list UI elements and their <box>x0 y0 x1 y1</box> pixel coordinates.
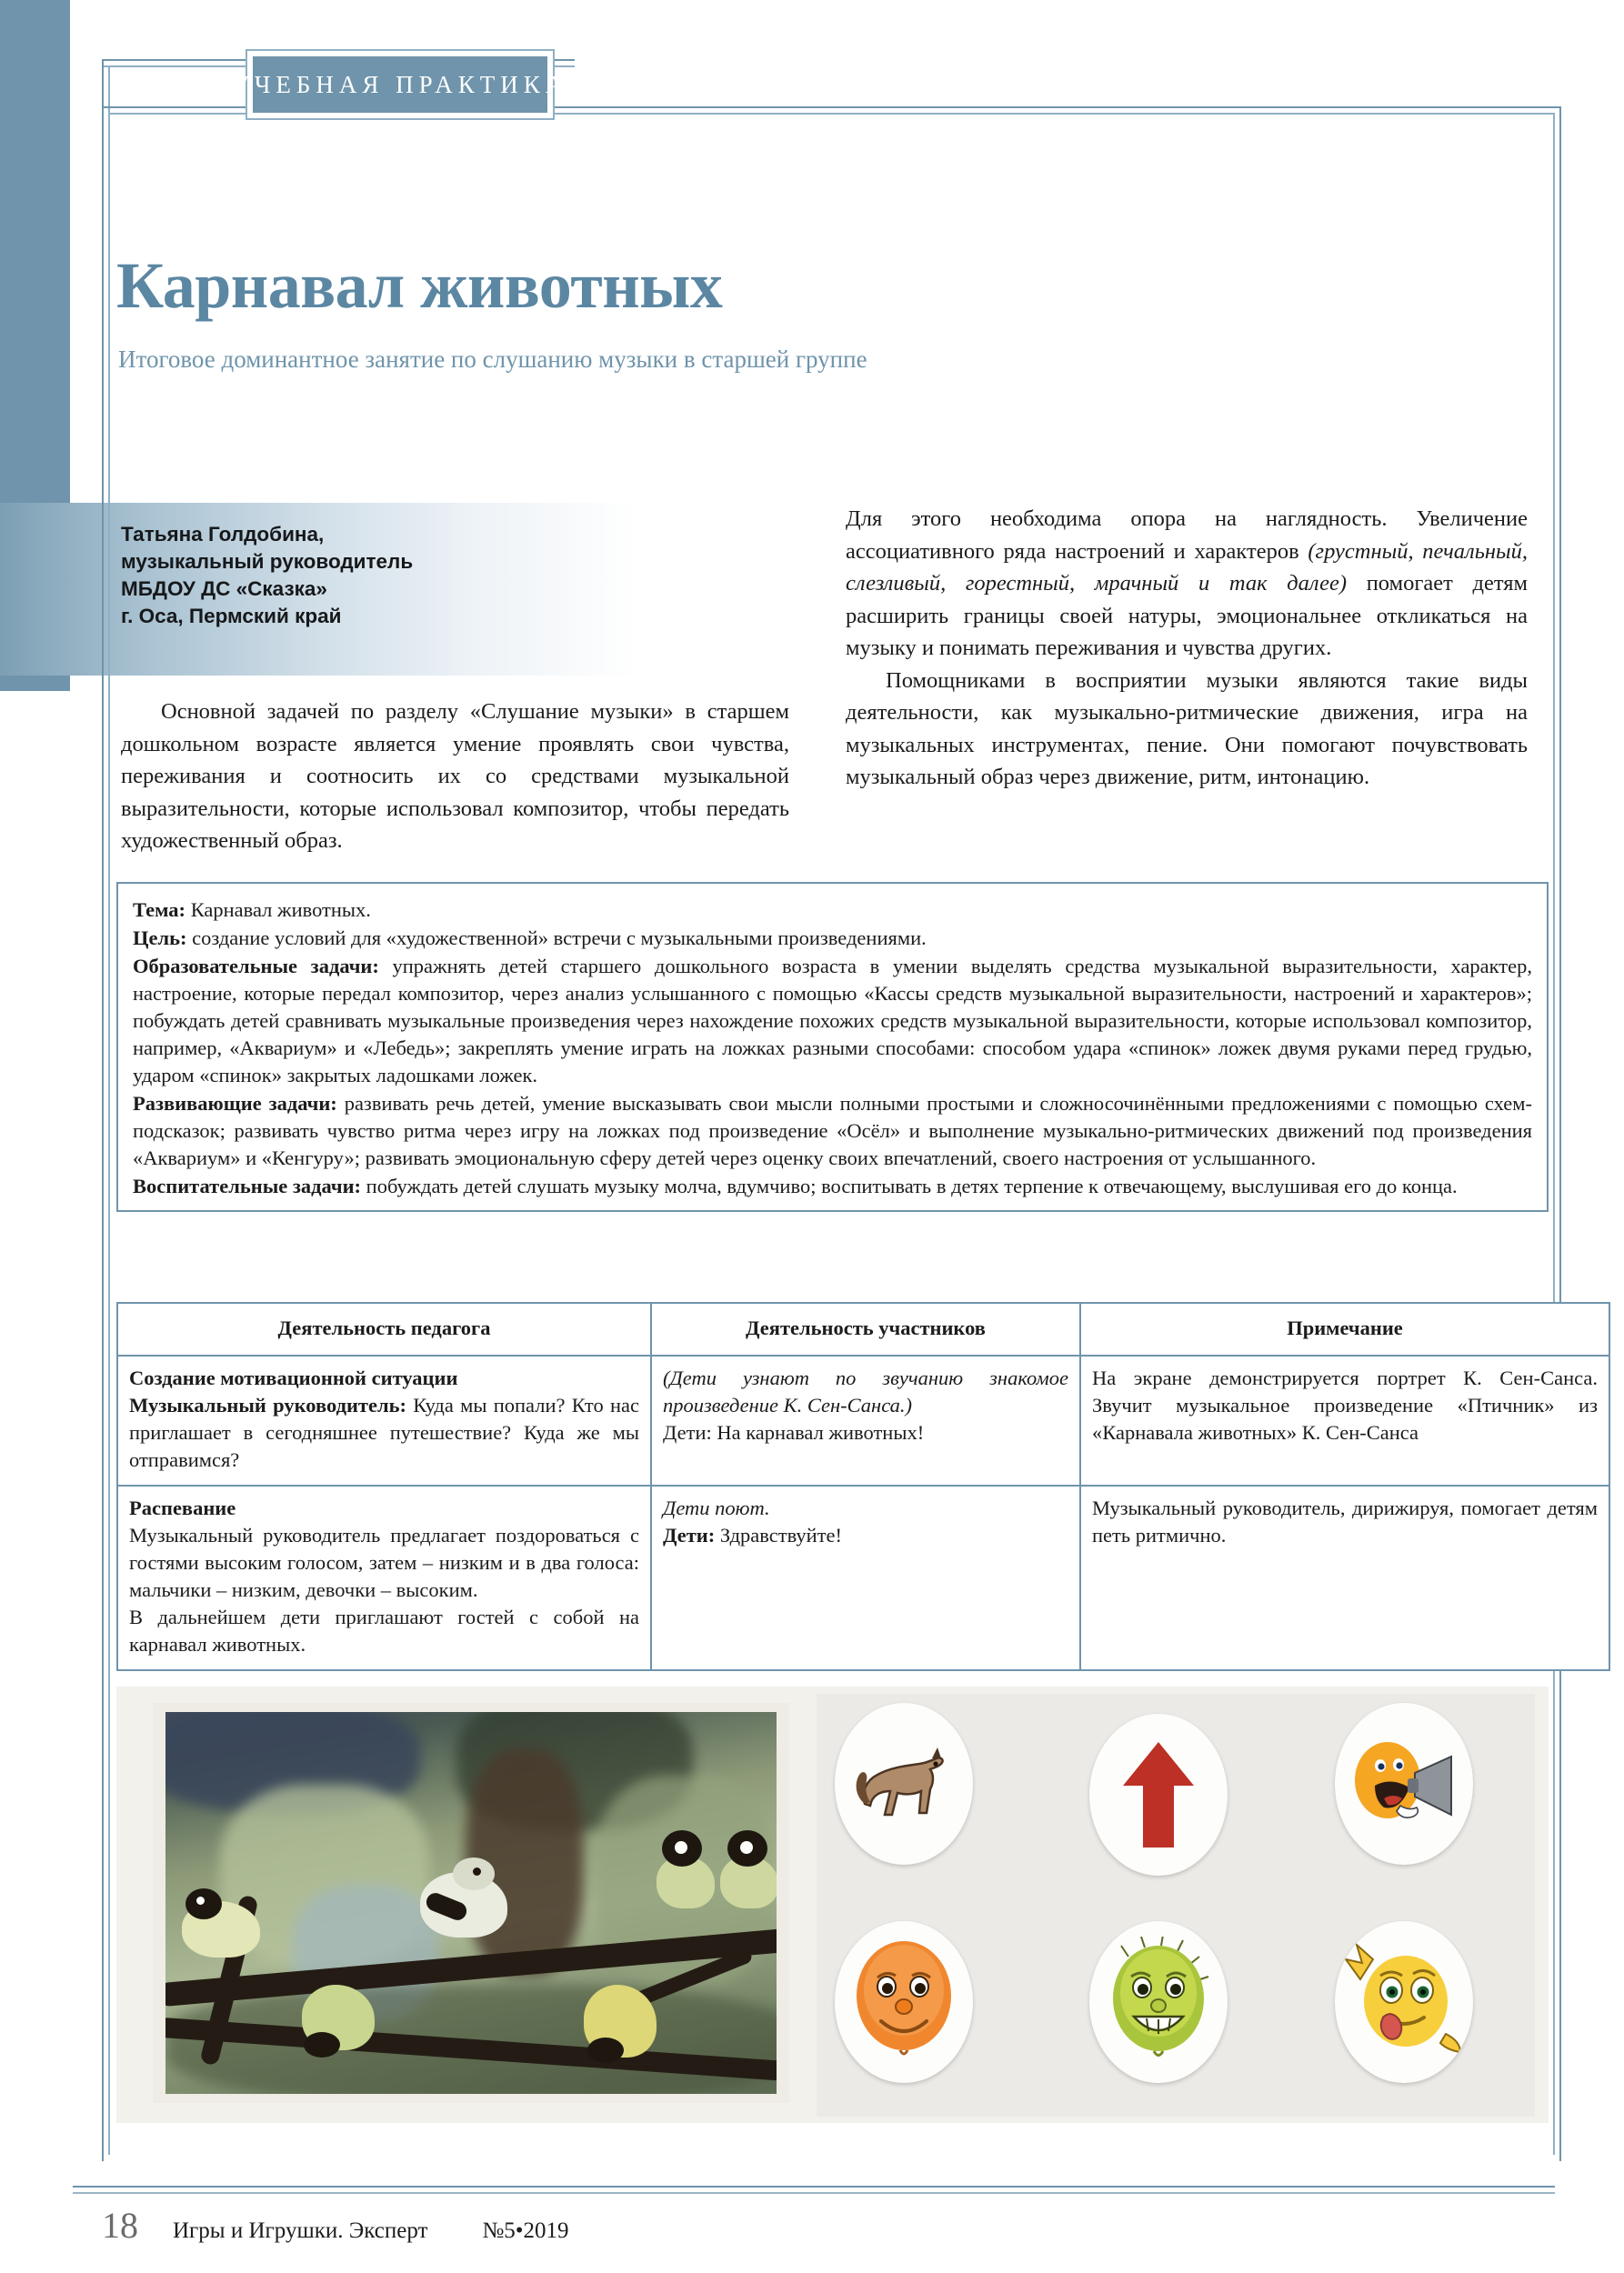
magazine-title: Игры и Игрушки. Эксперт <box>173 2218 428 2243</box>
task-theme-label: Тема: <box>133 898 186 921</box>
section-badge-fill <box>231 55 569 115</box>
task-developmental <box>133 1090 1532 1172</box>
cell-note <box>1080 1356 1609 1486</box>
task-educational <box>133 953 1532 1089</box>
footer-rule-inner <box>73 2192 1555 2194</box>
orange-smiling-balloon-card <box>835 1921 973 2083</box>
row2-teacher-text: Музыкальный руководитель предлагает поздороваться с гостями высоким голосом, затем – низким и в два голоса: мальчики – низким, девочки – высоким. <box>129 1524 639 1601</box>
task-upbringing-text: побуждать детей слушать музыку молча, вдумчиво; воспитывать в детях терпение к отвечающему, выслушивая его до конца. <box>361 1175 1458 1197</box>
row2-teacher-text-2: В дальнейшем дети приглашают гостей с собой на карнавал животных. <box>129 1606 639 1656</box>
task-upbringing <box>133 1173 1532 1200</box>
cell-teacher-activity <box>117 1356 651 1486</box>
author-location: г. Оса, Пермский край <box>121 605 342 627</box>
visual-aid-cards <box>817 1694 1535 2117</box>
author-role: музыкальный руководитель <box>121 550 414 573</box>
author-institution: МБДОУ ДС «Сказка» <box>121 577 327 600</box>
photo-inner <box>116 1687 1549 2123</box>
childrens-painting <box>153 1703 789 2103</box>
table-header-row <box>117 1303 1609 1356</box>
column-header-participants: Деятельность участников <box>651 1303 1080 1356</box>
frame-rail-left-inner <box>108 65 110 114</box>
row1-teacher-heading: Создание мотивационной ситуации <box>129 1367 458 1389</box>
task-educational-label: Образовательные задачи: <box>133 955 379 977</box>
column-header-teacher: Деятельность педагога <box>117 1303 651 1356</box>
row1-note-text: На экране демонстрируется портрет К. Сен-Санса. Звучит музыкальное произведение «Птичник» из «Карнавала животных» К. Сен-Санса <box>1092 1367 1598 1444</box>
painting-canvas <box>165 1712 777 2094</box>
table-row <box>117 1486 1609 1670</box>
lesson-tasks-box <box>116 882 1549 1212</box>
author-block <box>121 521 548 630</box>
task-theme-text: Карнавал животных. <box>185 898 371 921</box>
section-badge <box>231 49 569 120</box>
row2-participants-stage: Дети поют. <box>663 1497 770 1519</box>
shouting-megaphone-face-card <box>1335 1703 1473 1865</box>
task-goal-label: Цель: <box>133 926 187 949</box>
task-educational-text: упражнять детей старшего дошкольного возраста в умении выделять средства музыкальной выразительности, характер, настроение, которые передал композитор, через анализ услышанного с помощью «Кассы средств музыкальной выразительности, настроений и характеров»; побуждать детей сравнивать музыкальные произведения через нахождение похожих средств музыкальной выразительности, которые использовал композитор, например, «Аквариум» и «Лебедь»; закреплять умение играть на ложках разными способами: способом удара «спинок» ложек двумя руками перед грудью, ударом «спинок» закрытых ладошками ложек. <box>133 955 1532 1086</box>
row2-note-text: Музыкальный руководитель, дирижируя, помогает детям петь ритмично. <box>1092 1497 1598 1547</box>
row1-teacher-speaker: Музыкальный руководитель: <box>129 1394 406 1417</box>
author-name: Татьяна Голдобина, <box>121 523 325 546</box>
issue-number: №5•2019 <box>482 2218 569 2243</box>
intro-right-column <box>846 503 1528 794</box>
column-header-note: Примечание <box>1080 1303 1609 1356</box>
task-goal-text: создание условий для «художественной» встречи с музыкальными произведениями. <box>186 926 927 949</box>
yellow-tongue-out-face-card <box>1335 1921 1473 2083</box>
cell-participants-activity <box>651 1356 1080 1486</box>
task-theme <box>133 896 1532 924</box>
task-developmental-text: развивать речь детей, умение высказывать свои мысли полными простыми и сложносочинёнными предложениями с помощью схем-подсказок; развивать чувство ритма через игру на ложках под произведение «Осёл» и выполнение музыкально-ритмических движений под произведения «Аквариум» и «Кенгуру»; развивать эмоциональную сферу детей через оценку своих впечатлений, своего настроения от услышанного. <box>133 1092 1532 1169</box>
row1-participants-text: Дети: На карнавал животных! <box>663 1421 925 1444</box>
green-grinning-balloon-card <box>1089 1921 1228 2083</box>
table-row <box>117 1356 1609 1486</box>
intro-right-paragraph-2: Помощниками в восприятии музыки являются такие виды деятельности, как музыкально-ритмические движения, игра на музыкальных инструментах, пение. Они помогают почувствовать музыкальный образ через движение, ритм, интонацию. <box>846 667 1528 789</box>
task-upbringing-label: Воспитательные задачи: <box>133 1175 362 1197</box>
lesson-photo <box>116 1687 1549 2123</box>
cell-note <box>1080 1486 1609 1670</box>
intro-right-paragraph-1 <box>846 503 1528 665</box>
intro-left-paragraph: Основной задачей по разделу «Слушание музыки» в старшем дошкольном возрасте является умение проявлять свои чувства, переживания и соотносить их со средствами музыкальной выразительности, которые использовал композитор, чтобы передать художественный образ. <box>121 699 789 853</box>
footer-rule-outer <box>73 2186 1555 2188</box>
cell-teacher-activity <box>117 1486 651 1670</box>
page-title: Карнавал животных <box>116 249 723 323</box>
cell-participants-activity <box>651 1486 1080 1670</box>
section-badge-label: УЧЕБНАЯ ПРАКТИКА <box>231 70 569 98</box>
intro-right-p1-italic: (грустный, печальный, слезливый, горестный, мрачный и так далее) <box>846 538 1528 596</box>
row2-teacher-heading: Распевание <box>129 1497 236 1519</box>
intro-right-p1-part-a: Для этого необходима опора на наглядность. Увеличение ассоциативного ряда настроений и характеров <box>846 506 1528 564</box>
row2-participants-text: Здравствуйте! <box>715 1524 843 1547</box>
row1-teacher-text: Куда мы попали? Кто нас приглашает в сегодняшнее путешествие? Куда же мы отправимся? <box>129 1394 639 1471</box>
page-subtitle: Итоговое доминантное занятие по слушанию музыки в старшей группе <box>118 345 867 373</box>
horse-card <box>835 1703 973 1865</box>
task-developmental-label: Развивающие задачи: <box>133 1092 337 1115</box>
task-goal <box>133 925 1532 952</box>
red-up-arrow-card <box>1089 1714 1228 1876</box>
frame-rail-left-outer <box>102 59 104 114</box>
page-footer <box>102 2204 569 2247</box>
row1-participants-stage: (Дети узнают по звучанию знакомое произведение К. Сен-Санса.) <box>663 1367 1068 1417</box>
activity-table <box>116 1302 1610 1671</box>
intro-right-p1-part-b: помогает детям расширить границы своей натуры, эмоциональнее откликаться на музыку и понимать переживания и чувства других. <box>846 571 1528 660</box>
page-number: 18 <box>102 2205 138 2246</box>
row2-participants-speaker: Дети: <box>663 1524 716 1547</box>
